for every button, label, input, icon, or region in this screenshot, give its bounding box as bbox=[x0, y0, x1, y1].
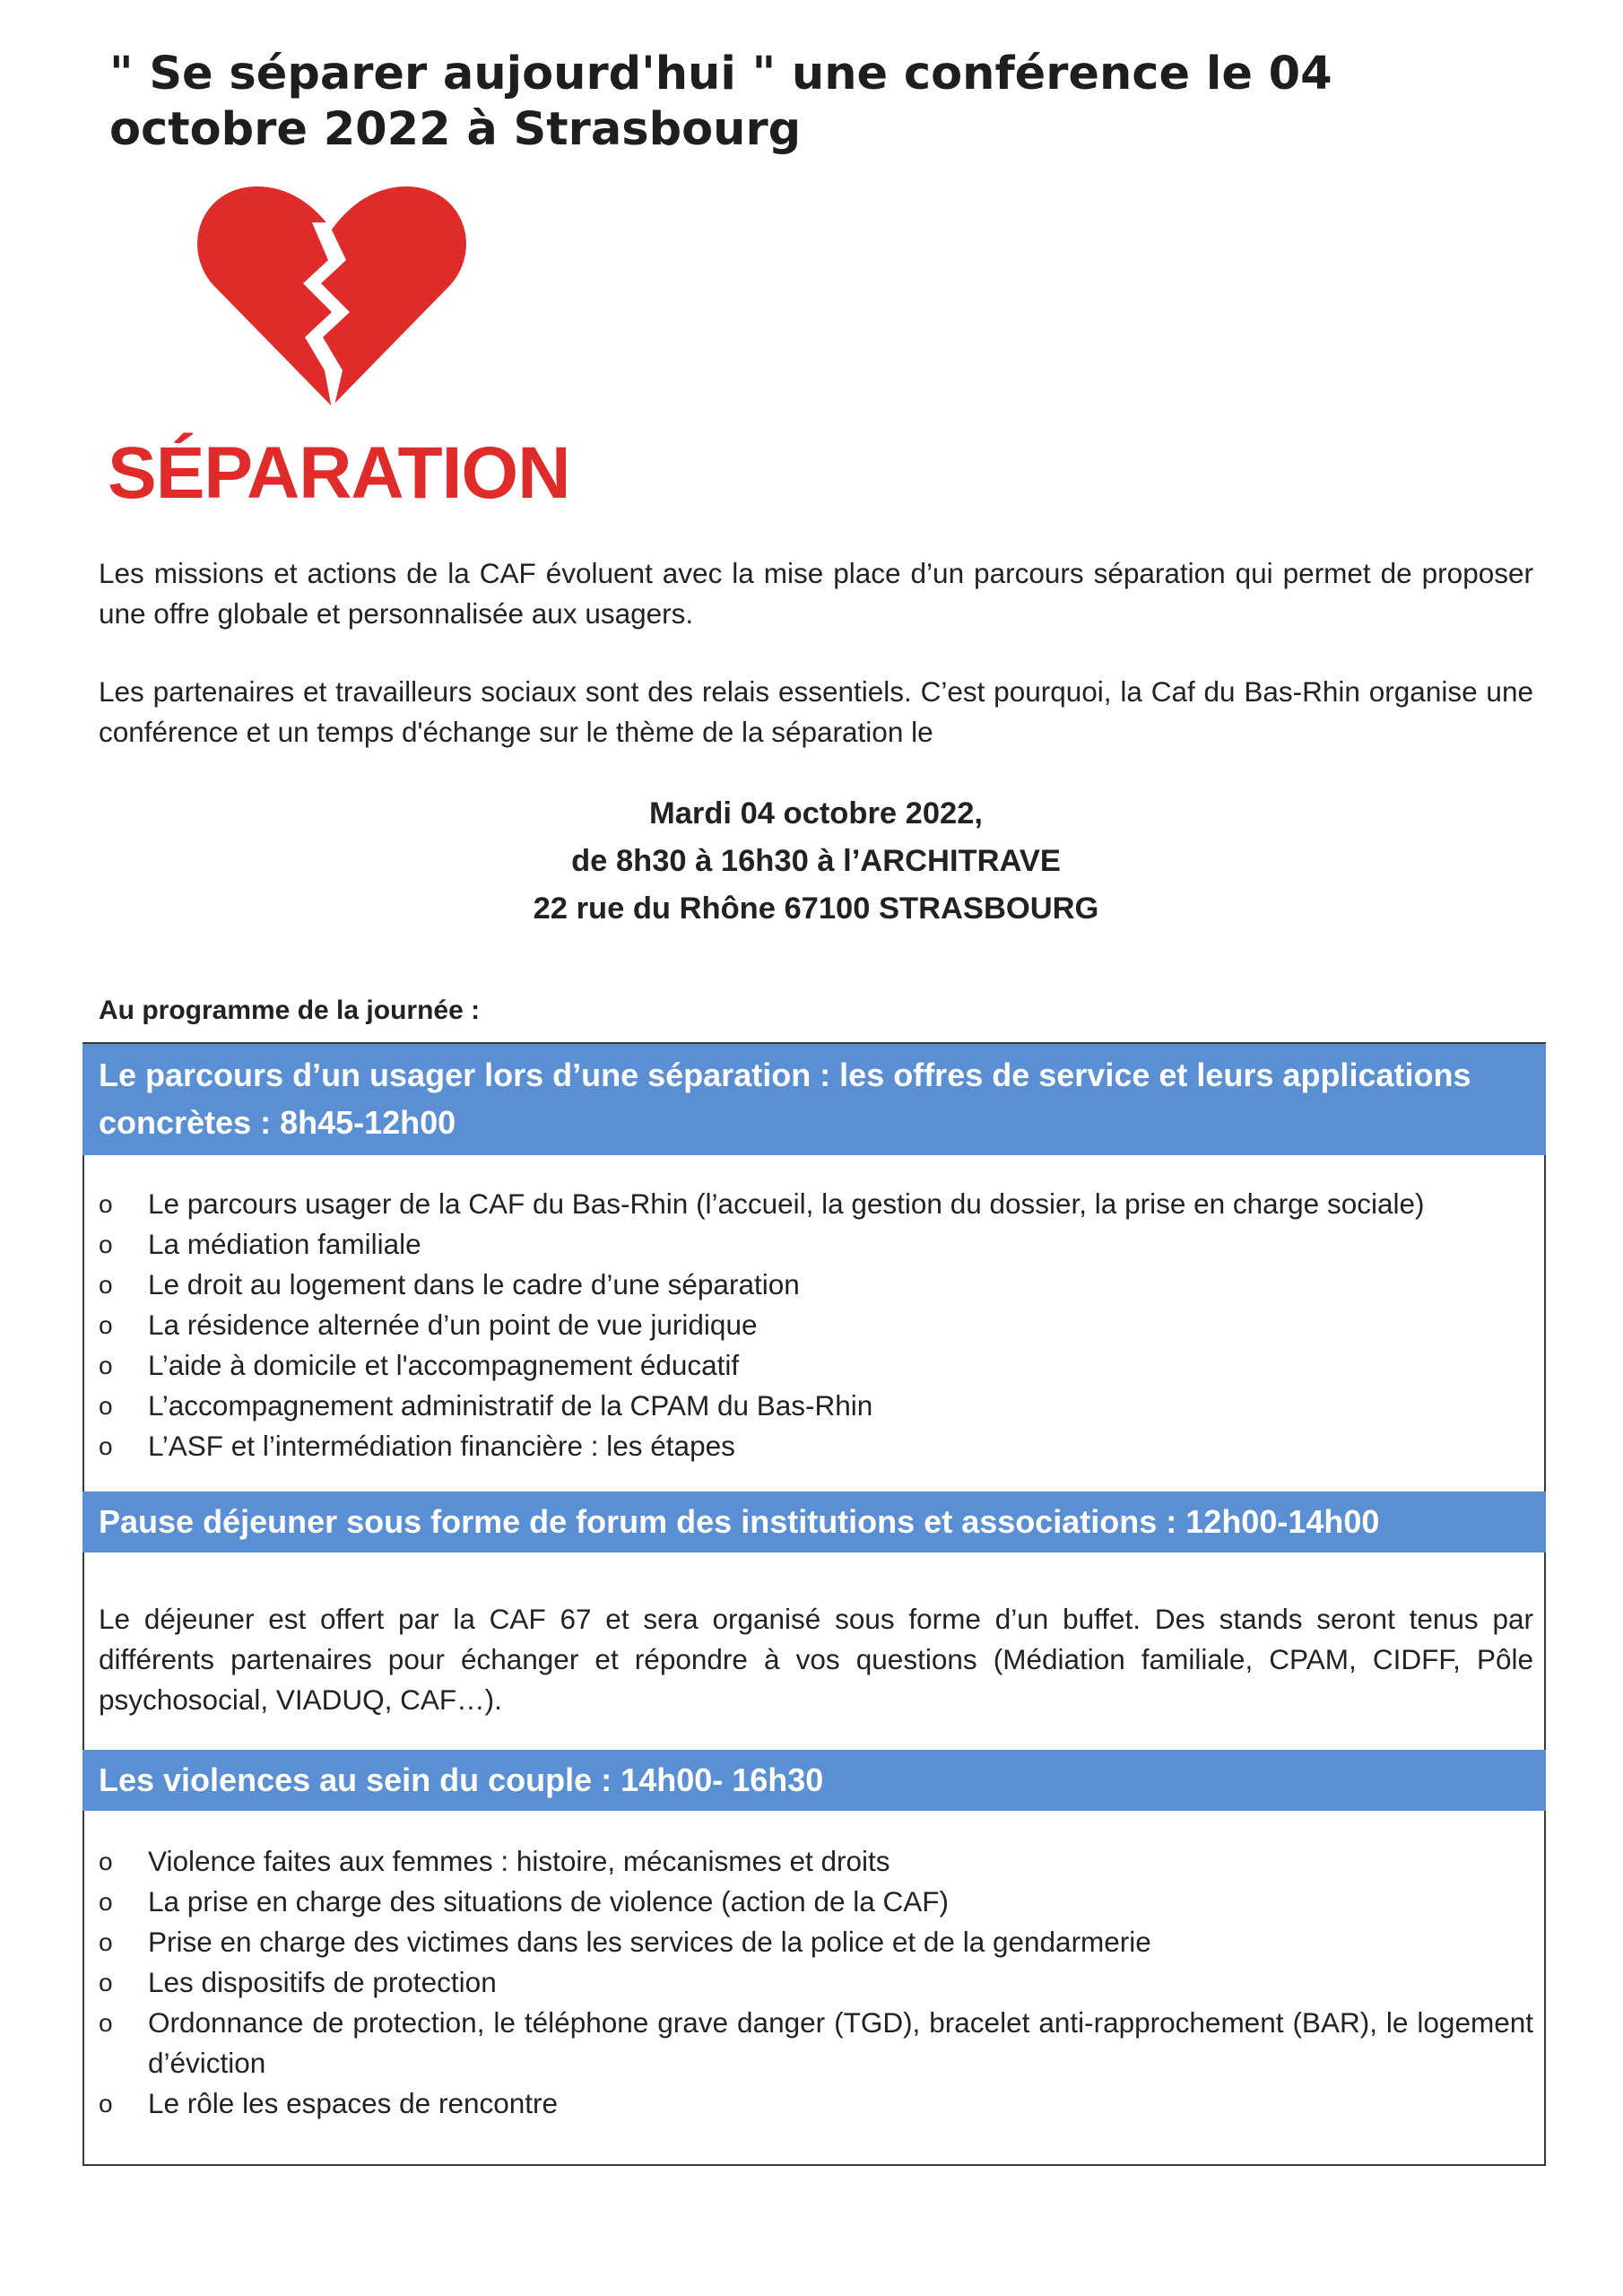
list-item: o La médiation familiale bbox=[99, 1224, 1533, 1265]
intro-paragraph-1: Les missions et actions de la CAF évoluent avec la mise place d’un parcours séparation qui permet de proposer une offre globale et personnalisée aux usagers. bbox=[99, 557, 1533, 630]
list-item: o Le droit au logement dans le cadre d’une séparation bbox=[99, 1265, 1533, 1305]
event-details bbox=[99, 790, 1533, 933]
parcours-list bbox=[99, 1184, 1533, 1466]
list-item: o Le parcours usager de la CAF du Bas-Rhin (l’accueil, la gestion du dossier, la prise en charge sociale) bbox=[99, 1184, 1533, 1224]
bullet-icon: o bbox=[99, 1352, 113, 1379]
list-item: o La résidence alternée d’un point de vue juridique bbox=[99, 1305, 1533, 1345]
broken-heart-icon bbox=[197, 178, 466, 411]
bullet-icon: o bbox=[99, 1928, 113, 1956]
bullet-icon: o bbox=[99, 2009, 113, 2037]
separation-logo bbox=[108, 178, 574, 518]
section-header-violences: Les violences au sein du couple : 14h00- 16h30 bbox=[82, 1750, 1546, 1811]
list-item: o La prise en charge des situations de violence (action de la CAF) bbox=[99, 1882, 1533, 1922]
event-date: Mardi 04 octobre 2022, bbox=[649, 796, 983, 831]
list-item: o L’ASF et l’intermédiation financière : les étapes bbox=[99, 1426, 1533, 1466]
violences-list bbox=[99, 1841, 1533, 2124]
program-heading: Au programme de la journée : bbox=[99, 996, 481, 1025]
bullet-icon: o bbox=[99, 1271, 113, 1299]
bullet-icon: o bbox=[99, 2090, 113, 2118]
intro-paragraph-2: Les partenaires et travailleurs sociaux sont des relais essentiels. C’est pourquoi, la Caf du Bas-Rhin organise une conférence et un temps d'échange sur le thème de la séparation le bbox=[99, 675, 1533, 748]
page-title: " Se séparer aujourd'hui " une conférence le 04 octobre 2022 à Strasbourg bbox=[109, 48, 1332, 156]
list-item: o Le rôle les espaces de rencontre bbox=[99, 2083, 1533, 2124]
section-header-lunch: Pause déjeuner sous forme de forum des institutions et associations : 12h00-14h00 bbox=[82, 1492, 1546, 1552]
event-address: 22 rue du Rhône 67100 STRASBOURG bbox=[533, 891, 1099, 926]
list-item: o L’accompagnement administratif de la CPAM du Bas-Rhin bbox=[99, 1386, 1533, 1426]
section-header-parcours: Le parcours d’un usager lors d’une séparation : les offres de service et leurs applications concrètes : 8h45-12h00 bbox=[82, 1044, 1546, 1155]
bullet-icon: o bbox=[99, 1848, 113, 1875]
bullet-icon: o bbox=[99, 1231, 113, 1258]
lunch-description: Le déjeuner est offert par la CAF 67 et sera organisé sous forme d’un buffet. Des stands seront tenus par différents partenaires pour échanger et répondre à vos questions (Médiation familiale, CPAM, CIDFF, Pôle psychosocial, VIADUQ, CAF…). bbox=[99, 1603, 1533, 1716]
separation-wordmark: SÉPARATION bbox=[108, 432, 570, 514]
list-item: o L’aide à domicile et l'accompagnement éducatif bbox=[99, 1345, 1533, 1386]
bullet-icon: o bbox=[99, 1969, 113, 1996]
event-time-place: de 8h30 à 16h30 à l’ARCHITRAVE bbox=[571, 844, 1061, 878]
bullet-icon: o bbox=[99, 1432, 113, 1460]
bullet-icon: o bbox=[99, 1888, 113, 1916]
list-item: o Prise en charge des victimes dans les services de la police et de la gendarmerie bbox=[99, 1922, 1533, 1962]
list-item: o Violence faites aux femmes : histoire, mécanismes et droits bbox=[99, 1841, 1533, 1882]
list-item: o Ordonnance de protection, le téléphone grave danger (TGD), bracelet anti-rapprochement (BAR), le logement d’éviction bbox=[99, 2003, 1533, 2083]
bullet-icon: o bbox=[99, 1392, 113, 1420]
bullet-icon: o bbox=[99, 1311, 113, 1339]
list-item: o Les dispositifs de protection bbox=[99, 1962, 1533, 2003]
bullet-icon: o bbox=[99, 1190, 113, 1218]
